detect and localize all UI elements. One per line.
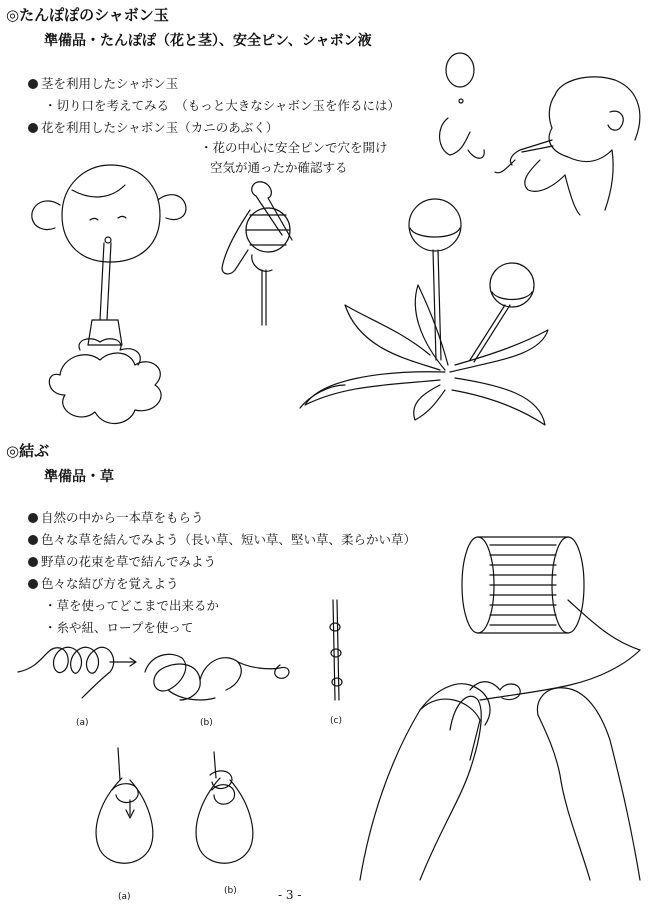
list-item	[28, 118, 278, 136]
soap-bubbles-illustration	[440, 53, 485, 158]
dandelion-plant-illustration	[300, 199, 548, 425]
bullet-dot	[28, 79, 38, 89]
list-item	[28, 574, 179, 592]
caption-knot-b: (b)	[200, 718, 213, 728]
list-item-text: 自然の中から一本草をもらう	[41, 510, 204, 525]
loop-knot-a-illustration	[96, 748, 153, 863]
knot-diagram-b-illustration	[145, 654, 289, 700]
list-item	[28, 530, 416, 548]
list-item-text: ・糸や紐、ロープを使って	[44, 620, 194, 635]
list-item-text: ・切り口を考えてみる （もっと大きなシャボン玉を作るには）	[44, 98, 401, 113]
section1-heading: ◎たんぽぽのシャボン玉	[6, 6, 169, 24]
section2-materials: 準備品・草	[44, 469, 114, 485]
list-item	[28, 74, 178, 92]
list-item	[28, 508, 204, 526]
list-item-text: 野草の花束を草で結んでみよう	[41, 554, 217, 569]
knot-diagram-c-illustration	[330, 600, 342, 700]
list-item	[44, 596, 219, 614]
list-item	[200, 138, 388, 156]
caption-loop-a: (a)	[118, 892, 131, 902]
thread-spool-illustration	[462, 537, 640, 650]
caption-knot-a: (a)	[76, 718, 89, 728]
list-item-text: ・花の中心に安全ピンで穴を開け	[200, 140, 388, 155]
bullet-dot	[28, 123, 38, 133]
bullet-dot	[28, 557, 38, 567]
caption-knot-c: (c)	[330, 716, 342, 726]
list-item-text: 色々な結び方を覚えよう	[41, 576, 179, 591]
caption-loop-b: (b)	[224, 886, 237, 896]
knot-diagram-a-illustration	[18, 647, 136, 698]
list-item	[28, 552, 216, 570]
list-item-text: 空気が通ったか確認する	[210, 160, 348, 175]
list-item	[44, 96, 400, 114]
section1-materials: 準備品・たんぽぽ（花と茎）、安全ピン、シャボン液	[44, 33, 372, 49]
list-item	[210, 158, 348, 176]
section2-heading: ◎結ぶ	[6, 442, 50, 460]
child-blowing-bubbles-illustration	[495, 77, 640, 215]
list-item-text: 茎を利用したシャボン玉	[41, 76, 179, 91]
hands-tying-thread-illustration	[360, 650, 640, 880]
bullet-dot	[28, 513, 38, 523]
list-item-text: 花を利用したシャボン玉（カニのあぶく）	[41, 120, 279, 135]
list-item-text: 色々な草を結んでみよう（長い草、短い草、堅い草、柔らかい草）	[41, 532, 417, 547]
list-item-text: ・草を使ってどこまで出来るか	[44, 598, 220, 613]
safety-pin-flower-illustration	[222, 182, 292, 325]
bullet-dot	[28, 579, 38, 589]
loop-knot-b-illustration	[196, 752, 253, 863]
girl-dandelion-bubbles-illustration	[32, 165, 186, 424]
page-number: - 3 -	[278, 888, 302, 902]
bullet-dot	[28, 535, 38, 545]
list-item	[44, 618, 193, 636]
